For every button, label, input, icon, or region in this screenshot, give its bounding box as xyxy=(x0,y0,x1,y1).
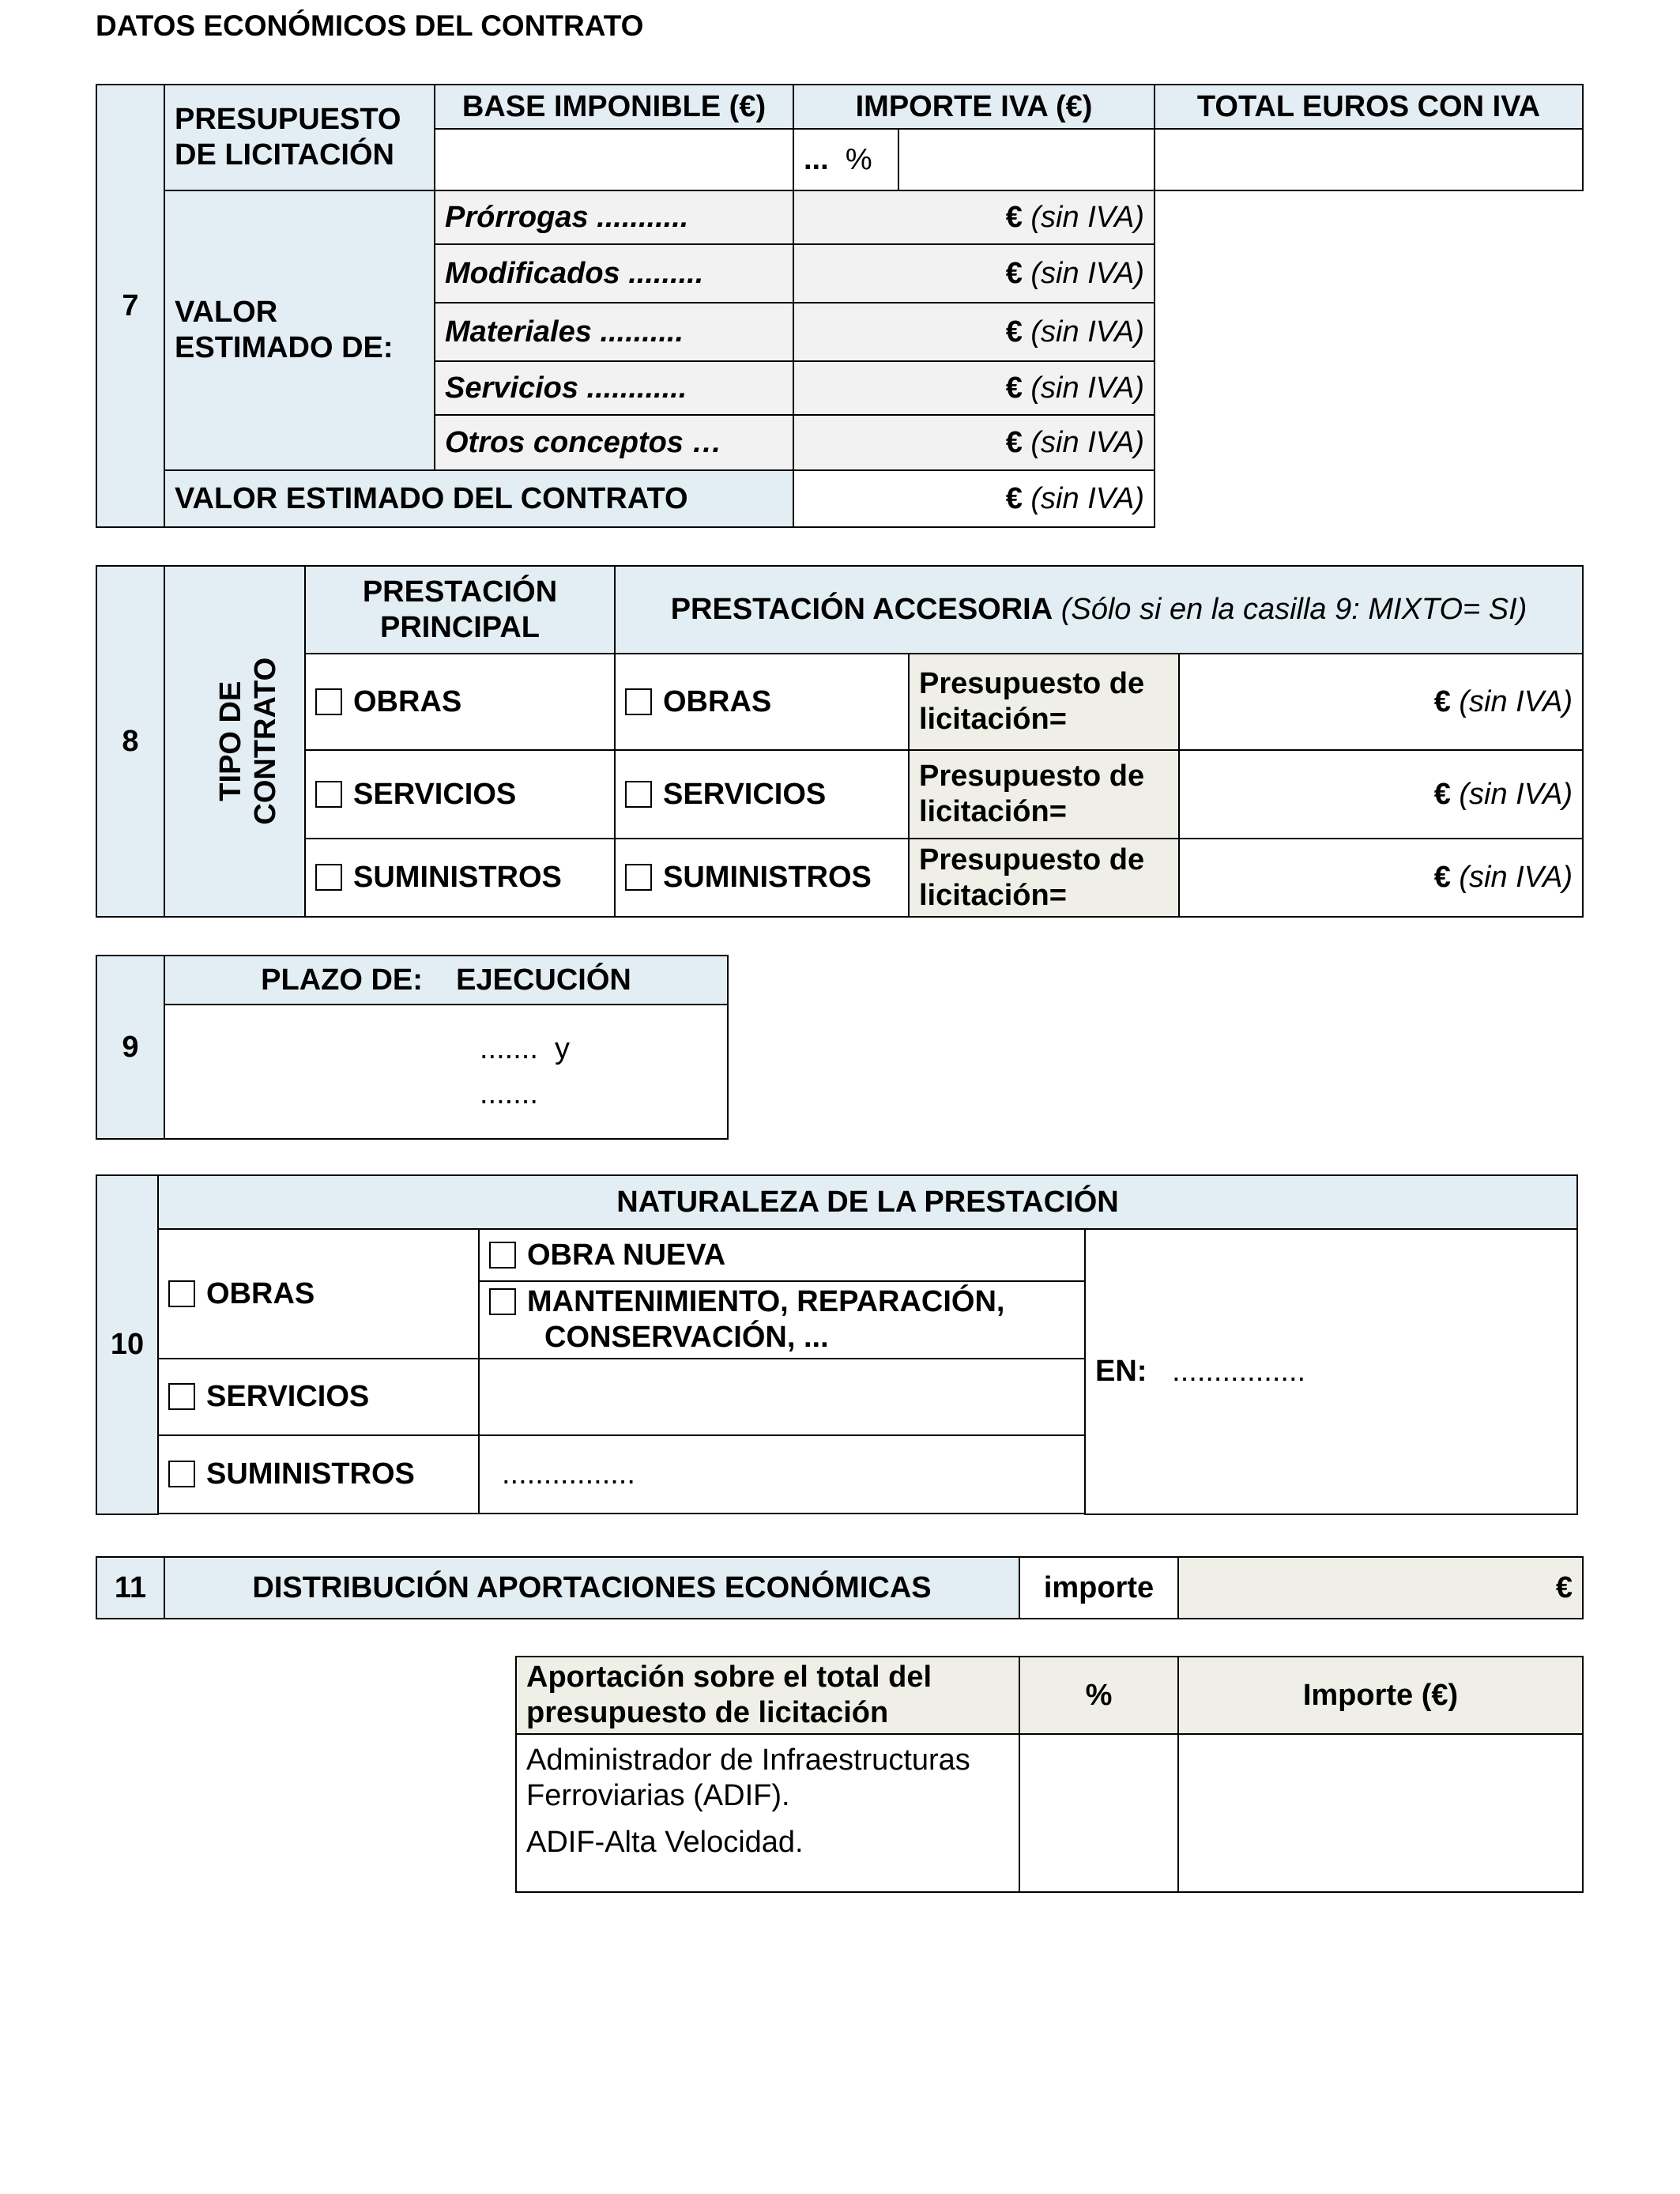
modificados-amount[interactable]: € (sin IVA) xyxy=(793,244,1155,303)
presupuesto-licitacion-label: Presupuesto de licitación= xyxy=(909,839,1179,917)
prestacion-principal-header: PRESTACIÓN PRINCIPAL xyxy=(305,566,615,654)
page-title: DATOS ECONÓMICOS DEL CONTRATO xyxy=(96,9,644,42)
section-number: 9 xyxy=(96,956,164,1139)
presupuesto-suministros-amount[interactable]: € (sin IVA) xyxy=(1179,839,1583,917)
section-number: 11 xyxy=(96,1557,164,1619)
presupuesto-label: PRESUPUESTO DE LICITACIÓN xyxy=(164,85,435,190)
checkbox-icon[interactable] xyxy=(489,1242,516,1269)
checkbox-icon[interactable] xyxy=(168,1461,195,1487)
section-number: 8 xyxy=(96,566,164,917)
presupuesto-servicios-amount[interactable]: € (sin IVA) xyxy=(1179,750,1583,839)
aportacion-header: Aportación sobre el total del presupuesto de licitación xyxy=(516,1657,1019,1734)
checkbox-icon[interactable] xyxy=(315,688,342,715)
servicios-label: Servicios ............ xyxy=(435,361,793,415)
naturaleza-header: NATURALEZA DE LA PRESTACIÓN xyxy=(158,1175,1577,1229)
checkbox-icon[interactable] xyxy=(625,688,652,715)
tipo-contrato-label: TIPO DE CONTRATO xyxy=(164,566,305,917)
suministros-option[interactable]: SUMINISTROS xyxy=(158,1435,479,1514)
base-imponible-field[interactable] xyxy=(435,129,793,190)
checkbox-icon[interactable] xyxy=(625,781,652,808)
total-iva-header: TOTAL EUROS CON IVA xyxy=(1155,85,1583,129)
percent-header: % xyxy=(1019,1657,1178,1734)
plazo-field[interactable]: ....... y ....... xyxy=(164,1005,728,1139)
materiales-label: Materiales .......... xyxy=(435,303,793,361)
principal-servicios-option[interactable]: SERVICIOS xyxy=(305,750,615,839)
adif-av-entity: ADIF-Alta Velocidad. xyxy=(526,1825,804,1859)
importe-field[interactable]: € xyxy=(1178,1557,1583,1619)
valor-estimado-contrato-amount[interactable]: € (sin IVA) xyxy=(793,470,1155,527)
accesoria-suministros-option[interactable]: SUMINISTROS xyxy=(615,839,909,917)
checkbox-icon[interactable] xyxy=(625,864,652,891)
section-number: 10 xyxy=(96,1175,158,1514)
obras-option[interactable]: OBRAS xyxy=(158,1229,479,1359)
section-9-table xyxy=(96,955,729,1140)
servicios-detail-field[interactable] xyxy=(479,1359,1085,1435)
section-7-table xyxy=(96,84,1584,528)
otros-conceptos-amount[interactable]: € (sin IVA) xyxy=(793,415,1155,470)
materiales-amount[interactable]: € (sin IVA) xyxy=(793,303,1155,361)
checkbox-icon[interactable] xyxy=(168,1280,195,1307)
presupuesto-licitacion-label: Presupuesto de licitación= xyxy=(909,654,1179,750)
servicios-amount[interactable]: € (sin IVA) xyxy=(793,361,1155,415)
entidades-cell xyxy=(516,1734,1019,1892)
en-field[interactable]: EN: ................ xyxy=(1085,1229,1577,1514)
accesoria-servicios-option[interactable]: SERVICIOS xyxy=(615,750,909,839)
plazo-header: PLAZO DE: EJECUCIÓN xyxy=(164,956,728,1005)
obra-nueva-option[interactable]: OBRA NUEVA xyxy=(479,1229,1085,1281)
distribucion-label: DISTRIBUCIÓN APORTACIONES ECONÓMICAS xyxy=(164,1557,1019,1619)
iva-percent-field[interactable]: ... % xyxy=(793,129,898,190)
presupuesto-obras-amount[interactable]: € (sin IVA) xyxy=(1179,654,1583,750)
checkbox-icon[interactable] xyxy=(315,864,342,891)
importe-header: Importe (€) xyxy=(1178,1657,1583,1734)
adif-entity: Administrador de Infraestructuras Ferroviarias (ADIF). xyxy=(526,1744,970,1812)
importe-iva-header: IMPORTE IVA (€) xyxy=(793,85,1155,129)
principal-suministros-option[interactable]: SUMINISTROS xyxy=(305,839,615,917)
aportaciones-table xyxy=(515,1656,1584,1893)
section-number: 7 xyxy=(96,85,164,527)
section-11-table xyxy=(96,1556,1584,1619)
section-10-table xyxy=(96,1174,1578,1515)
checkbox-icon[interactable] xyxy=(489,1288,516,1315)
importe-amount-field[interactable] xyxy=(1178,1734,1583,1892)
presupuesto-licitacion-label: Presupuesto de licitación= xyxy=(909,750,1179,839)
iva-amount-field[interactable] xyxy=(898,129,1155,190)
checkbox-icon[interactable] xyxy=(168,1383,195,1410)
importe-label: importe xyxy=(1019,1557,1178,1619)
checkbox-icon[interactable] xyxy=(315,781,342,808)
prorrogas-label: Prórrogas ........... xyxy=(435,190,793,244)
valor-estimado-label: VALOR ESTIMADO DE: xyxy=(164,190,435,470)
total-iva-field[interactable] xyxy=(1155,129,1583,190)
percent-field[interactable] xyxy=(1019,1734,1178,1892)
valor-estimado-contrato-label: VALOR ESTIMADO DEL CONTRATO xyxy=(164,470,793,527)
servicios-option[interactable]: SERVICIOS xyxy=(158,1359,479,1435)
principal-obras-option[interactable]: OBRAS xyxy=(305,654,615,750)
section-8-table xyxy=(96,565,1584,918)
prorrogas-amount[interactable]: € (sin IVA) xyxy=(793,190,1155,244)
base-imponible-header: BASE IMPONIBLE (€) xyxy=(435,85,793,129)
suministros-detail-field[interactable]: ................ xyxy=(479,1435,1085,1514)
otros-conceptos-label: Otros conceptos … xyxy=(435,415,793,470)
prestacion-accesoria-header: PRESTACIÓN ACCESORIA (Sólo si en la casilla 9: MIXTO= SI) xyxy=(615,566,1583,654)
accesoria-obras-option[interactable]: OBRAS xyxy=(615,654,909,750)
modificados-label: Modificados ......... xyxy=(435,244,793,303)
mantenimiento-option[interactable]: MANTENIMIENTO, REPARACIÓN, CONSERVACIÓN, ... xyxy=(479,1281,1085,1359)
